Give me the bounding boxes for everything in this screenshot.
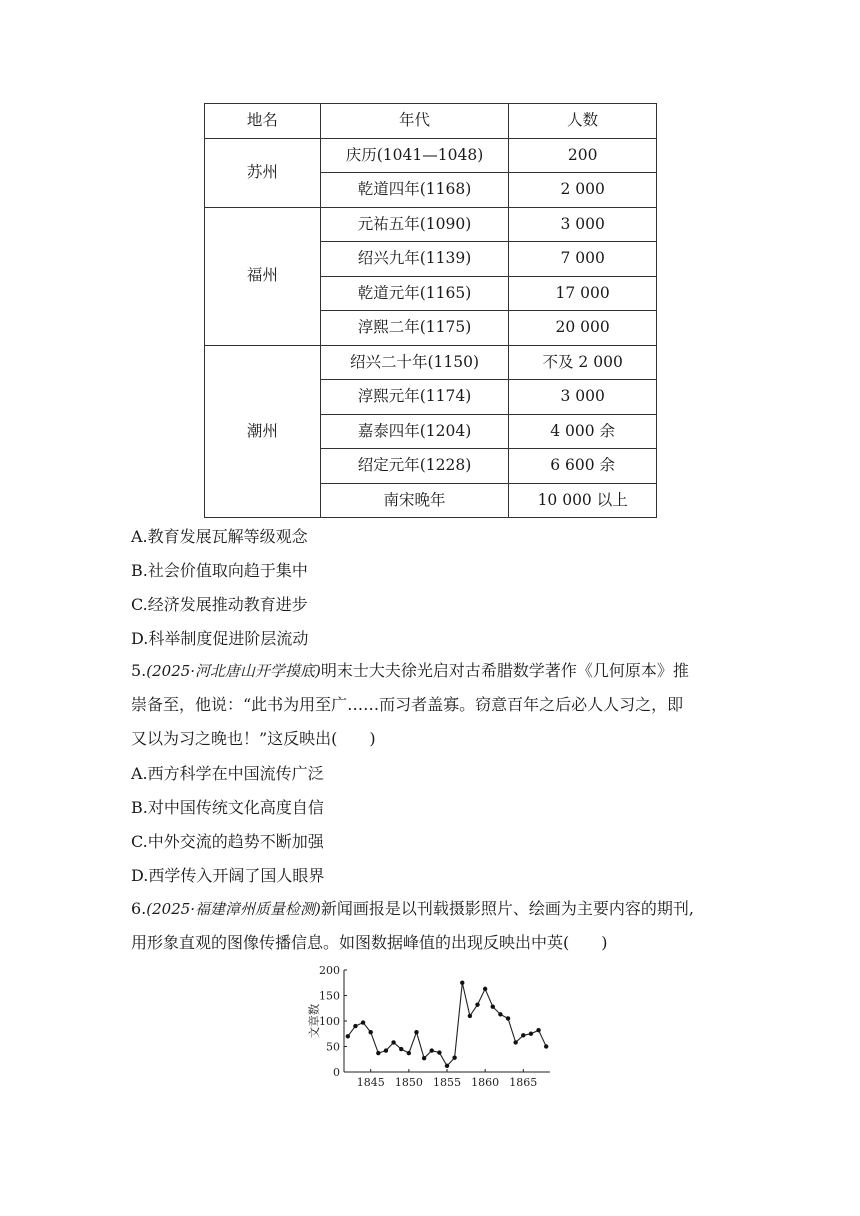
count-cell: 6 600 余 [509, 449, 657, 484]
q5-text-1: 明末士大夫徐光启对古希腊数学著作《几何原本》推 [320, 661, 689, 680]
table-header-row [205, 104, 657, 139]
data-point [369, 1030, 373, 1034]
q6-number: 6. [131, 899, 147, 918]
data-point [353, 1024, 357, 1028]
data-point [468, 1014, 472, 1018]
era-cell: 淳熙二年(1175) [320, 311, 509, 346]
q6-stem-line2: 用形象直观的图像传播信息。如图数据峰值的出现反映出中英( ) [131, 933, 608, 952]
data-point [361, 1020, 365, 1024]
count-cell: 7 000 [509, 242, 657, 277]
q5-option-b: B.对中国传统文化高度自信 [131, 798, 324, 817]
y-tick-label: 200 [319, 964, 340, 977]
era-cell: 绍兴二十年(1150) [320, 345, 509, 380]
count-cell: 3 000 [509, 380, 657, 415]
x-tick-label: 1845 [356, 1076, 385, 1089]
data-point [414, 1030, 418, 1034]
data-point [384, 1048, 388, 1052]
data-point [498, 1012, 502, 1016]
data-point [475, 1002, 479, 1006]
header-era: 年代 [320, 104, 509, 139]
q4-option-c: C.经济发展推动教育进步 [131, 595, 308, 614]
x-tick-label: 1860 [471, 1076, 500, 1089]
era-cell: 乾道四年(1168) [320, 173, 509, 208]
count-cell: 20 000 [509, 311, 657, 346]
era-cell: 嘉泰四年(1204) [320, 414, 509, 449]
q5-number: 5. [131, 661, 147, 680]
data-point [529, 1032, 533, 1036]
q5-option-c: C.中外交流的趋势不断加强 [131, 832, 324, 851]
data-point [346, 1034, 350, 1038]
y-tick-label: 150 [319, 989, 340, 1003]
era-cell: 元祐五年(1090) [320, 207, 509, 242]
data-point [521, 1033, 525, 1037]
q5-option-d: D.西学传入开阔了国人眼界 [131, 866, 325, 885]
count-cell: 10 000 以上 [509, 483, 657, 518]
data-point [376, 1051, 380, 1055]
era-cell: 淳熙元年(1174) [320, 380, 509, 415]
era-cell: 庆历(1041—1048) [320, 138, 509, 173]
count-cell: 200 [509, 138, 657, 173]
era-cell: 乾道元年(1165) [320, 276, 509, 311]
q6-stem-line1 [131, 898, 694, 920]
data-point [422, 1056, 426, 1060]
data-point [452, 1056, 456, 1060]
count-cell: 2 000 [509, 173, 657, 208]
count-cell: 4 000 余 [509, 414, 657, 449]
table-row [205, 345, 657, 380]
count-cell: 3 000 [509, 207, 657, 242]
data-point [483, 987, 487, 991]
data-point [460, 981, 464, 985]
data-point [399, 1047, 403, 1051]
y-tick-label: 50 [326, 1040, 340, 1054]
era-cell: 南宋晚年 [320, 483, 509, 518]
count-cell: 不及 2 000 [509, 345, 657, 380]
x-tick-label: 1850 [394, 1076, 423, 1089]
data-point [506, 1016, 510, 1020]
article-count-chart [300, 960, 560, 1095]
place-cell: 福州 [205, 207, 321, 345]
header-place: 地名 [205, 104, 321, 139]
q5-source: (2025·河北唐山开学摸底) [146, 662, 321, 680]
header-count: 人数 [509, 104, 657, 139]
q4-option-a: A.教育发展瓦解等级观念 [131, 527, 308, 546]
q6-source: (2025·福建漳州质量检测) [146, 900, 321, 918]
y-tick-label: 100 [319, 1015, 340, 1028]
data-point [544, 1044, 548, 1048]
q5-option-a: A.西方科学在中国流传广泛 [131, 764, 324, 783]
q6-text-1: 新闻画报是以刊载摄影照片、绘画为主要内容的期刊, [320, 899, 695, 918]
place-cell: 苏州 [205, 138, 321, 207]
q4-option-b: B.社会价值取向趋于集中 [131, 561, 308, 580]
count-cell: 17 000 [509, 276, 657, 311]
q4-option-d: D.科举制度促进阶层流动 [131, 629, 309, 648]
x-tick-label: 1865 [509, 1076, 538, 1089]
data-point [437, 1050, 441, 1054]
q5-stem-line2: 崇备至，他说：“此书为用至广……而习者盖寡。窃意百年之后必人人习之，即 [131, 695, 684, 714]
data-table [204, 103, 657, 518]
x-tick-label: 1855 [433, 1076, 461, 1089]
q5-stem-line1 [131, 660, 689, 682]
data-point [391, 1040, 395, 1044]
data-point [430, 1048, 434, 1052]
y-axis-label: 文章数 [307, 1003, 321, 1039]
table-row [205, 138, 657, 173]
place-cell: 潮州 [205, 345, 321, 518]
data-point [407, 1051, 411, 1055]
data-point [536, 1028, 540, 1032]
era-cell: 绍兴九年(1139) [320, 242, 509, 277]
data-point [513, 1040, 517, 1044]
y-tick-label: 0 [333, 1066, 340, 1079]
data-point [445, 1064, 449, 1068]
q5-stem-line3: 又以为习之晚也！”这反映出( ) [131, 729, 376, 748]
data-point [491, 1005, 495, 1009]
table-row [205, 207, 657, 242]
era-cell: 绍定元年(1228) [320, 449, 509, 484]
